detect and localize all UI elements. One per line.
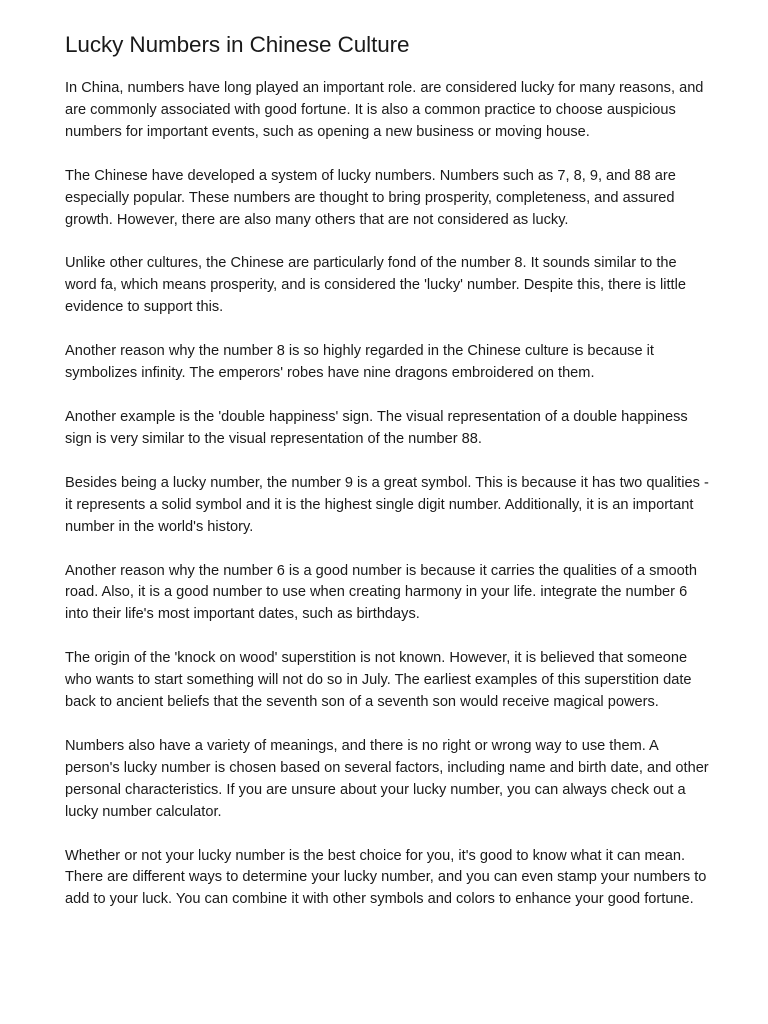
paragraph-7: Another reason why the number 6 is a good number is because it carries the qualities of a smooth road. Also, it is a good number to use when creating harmony in your life. integrate the number 6 into their life's most important dates, such as birthdays. <box>65 562 697 623</box>
paragraph-2: The Chinese have developed a system of lucky numbers. Numbers such as 7, 8, 9, and 88 are especially popular. These numbers are thought to bring prosperity, completeness, and assured growth. However, there are also many others that are not considered as lucky. <box>65 167 676 228</box>
paragraph-8: The origin of the 'knock on wood' superstition is not known. However, it is believed that someone who wants to start something will not do so in July. The earliest examples of this superstition date back to ancient beliefs that the seventh son of a seventh son would receive magical powers. <box>65 650 692 711</box>
paragraph-6: Besides being a lucky number, the number 9 is a great symbol. This is because it has two qualities - it represents a solid symbol and it is the highest single digit number. Additionally, it is an important number in the world's history. <box>65 474 709 535</box>
paragraph-5: Another example is the 'double happiness' sign. The visual representation of a double happiness sign is very similar to the visual representation of the number 88. <box>65 408 688 447</box>
paragraph-4: Another reason why the number 8 is so highly regarded in the Chinese culture is because it symbolizes infinity. The emperors' robes have nine dragons embroidered on them. <box>65 343 654 382</box>
paragraph-9: Numbers also have a variety of meanings, and there is no right or wrong way to use them. A person's lucky number is chosen based on several factors, including name and birth date, and other personal characteristics. If you are unsure about your lucky number, you can always check out a lucky number calculator. <box>65 737 709 820</box>
paragraph-10: Whether or not your lucky number is the best choice for you, it's good to know what it can mean. There are different ways to determine your lucky number, and you can even stamp your numbers to add to your luck. You can combine it with other symbols and colors to enhance your good fortune. <box>65 847 707 908</box>
paragraph-3: Unlike other cultures, the Chinese are particularly fond of the number 8. It sounds similar to the word fa, which means prosperity, and is considered the 'lucky' number. Despite this, there is little evidence to support this. <box>65 255 686 316</box>
paragraph-1: In China, numbers have long played an important role. are considered lucky for many reasons, and are commonly associated with good fortune. It is also a common practice to choose auspicious numbers for important events, such as opening a new business or moving house. <box>65 80 704 140</box>
document-title: Lucky Numbers in Chinese Culture <box>65 32 410 57</box>
